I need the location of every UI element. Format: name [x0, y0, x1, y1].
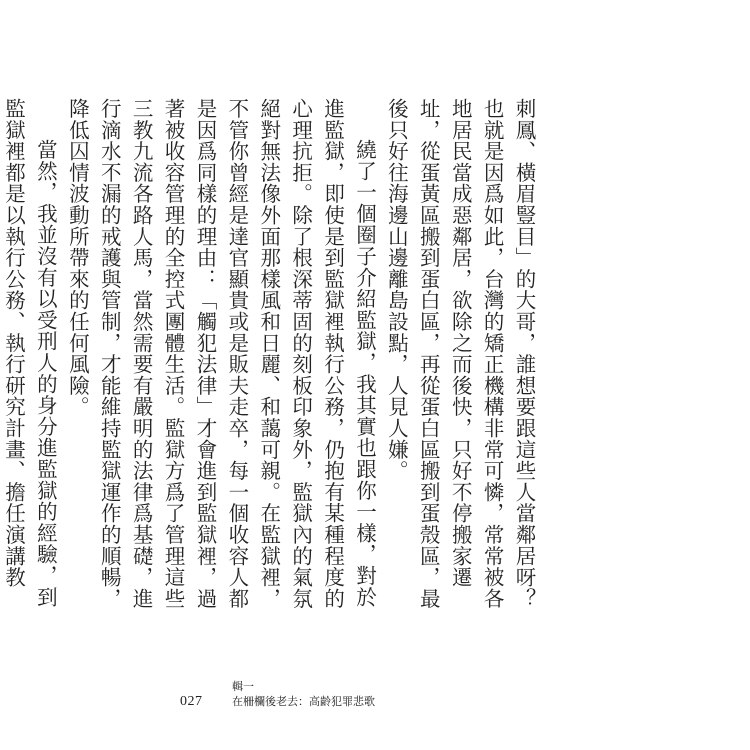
paragraph-3: 當然，我並沒有以受刑人的身分進監獄的經驗，到監獄裡都是以執行公務、執行研究計畫、擔任演講教 [1, 98, 58, 608]
paragraph-1: 刺鳳、橫眉豎目」的大哥，誰想要跟這些人當鄰居呀？也就是因爲如此，台灣的矯正機構非常可憐，常常被各地居民當成惡鄰居，欲除之而後快，只好不停搬家遷址，從蛋黃區搬到蛋白區，再從蛋白區搬到蛋殼區，最後只好往海邊山邊離島設點，人見人嫌。 [384, 98, 536, 610]
body-text [0, 98, 539, 624]
page-number: 027 [180, 694, 203, 709]
chapter-title: 在柵欄後老去：高齡犯罪悲歌 [232, 695, 375, 708]
section-label: 輯一 [232, 680, 254, 693]
paragraph-2: 繞了一個圈子介紹監獄，我其實也跟你一樣，對於進監獄，即使是到監獄裡執行公務，仍抱有某種程度的心理抗拒。除了根深蒂固的刻板印象外，監獄內的氣氛絕對無法像外面那樣風和日麗、和藹可親。在監獄裡，不管你曾經是達官顯貴或是販夫走卒，每一個收容人都是因爲同樣的理由：「觸犯法律」才會進到監獄裡，過著被收容管理的全控式團體生活。監獄方爲了管理這些三教九流各路人馬，當然需要有嚴明的法律爲基礎，進行滴水不漏的戒護與管制，才能維持監獄運作的順暢，降低囚情波動所帶來的任何風險。 [65, 98, 377, 610]
